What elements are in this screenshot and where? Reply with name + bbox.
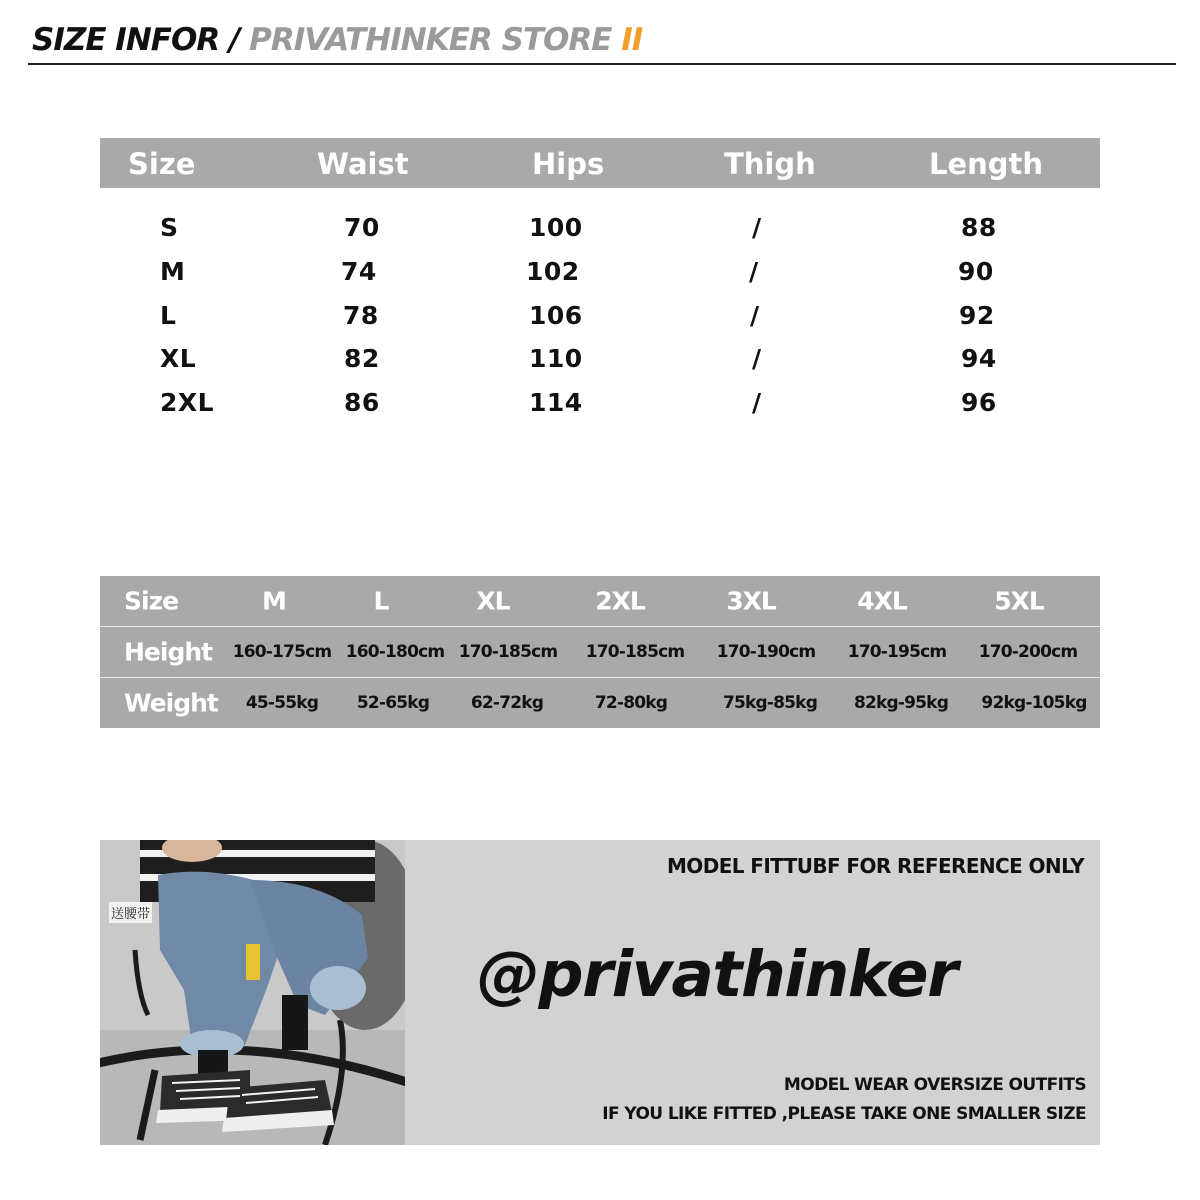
fit-size-cell: L: [373, 586, 389, 616]
cell-waist: 82: [344, 344, 380, 374]
photo-tag: 送腰带: [109, 902, 152, 923]
cell-thigh: /: [752, 388, 762, 417]
fit-height-cell: 160-175cm: [232, 642, 332, 662]
reference-note: MODEL FITTUBF FOR REFERENCE ONLY: [666, 854, 1084, 878]
model-photo: [100, 840, 405, 1145]
model-banner: [100, 840, 1100, 1145]
cell-hips: 114: [529, 388, 583, 417]
row-label-height: Height: [124, 637, 213, 667]
cell-waist: 78: [343, 300, 379, 330]
cell-size: 2XL: [160, 388, 215, 417]
fit-size-cell: 4XL: [857, 586, 907, 616]
fit-height-cell: 170-185cm: [585, 642, 685, 662]
col-header-length: Length: [929, 147, 1044, 181]
cell-waist: 86: [344, 388, 380, 417]
fit-height-cell: 160-180cm: [345, 642, 445, 662]
cell-hips: 110: [529, 344, 583, 374]
fit-size-cell: XL: [476, 586, 510, 616]
fit-weight-cell: 72-80kg: [594, 693, 668, 713]
size-table-body: [100, 213, 1100, 432]
fit-weight-cell: 62-72kg: [470, 693, 544, 713]
fit-height-cell: 170-200cm: [978, 642, 1078, 662]
cell-length: 88: [961, 213, 997, 242]
cell-length: 90: [958, 256, 994, 286]
model-photo-illustration: [100, 840, 405, 1145]
title-store-name: PRIVATHINKER STORE: [249, 22, 612, 58]
sizing-advice-note: IF YOU LIKE FITTED ,PLEASE TAKE ONE SMALLER SIZE: [602, 1104, 1086, 1124]
cell-thigh: /: [749, 256, 759, 286]
cell-length: 92: [959, 300, 995, 330]
fit-size-cell: 5XL: [994, 586, 1044, 616]
fit-row-weight: [100, 678, 1100, 728]
cell-size: XL: [160, 344, 197, 374]
fit-table: [100, 576, 1100, 728]
cell-waist: 70: [344, 213, 380, 242]
fit-weight-cell: 45-55kg: [245, 693, 319, 713]
fit-height-cell: 170-190cm: [716, 642, 816, 662]
cell-length: 94: [961, 344, 997, 374]
store-handle: @privathinker: [477, 938, 957, 1011]
fit-height-cell: 170-195cm: [847, 642, 947, 662]
fit-size-cell: 3XL: [726, 586, 776, 616]
col-header-thigh: Thigh: [724, 147, 816, 181]
col-header-hips: Hips: [532, 147, 605, 181]
col-header-waist: Waist: [317, 147, 409, 181]
cell-size: M: [160, 256, 186, 286]
fit-weight-cell: 92kg-105kg: [981, 693, 1087, 713]
page-title: [32, 22, 642, 58]
table-row: [100, 257, 1100, 301]
cell-waist: 74: [341, 256, 377, 286]
table-row: [100, 344, 1100, 388]
cell-size: S: [160, 213, 179, 242]
cell-hips: 100: [529, 213, 583, 242]
title-mark: II: [621, 22, 643, 58]
fit-row-height: [100, 627, 1100, 677]
row-label-size: Size: [124, 586, 179, 616]
cell-thigh: /: [752, 213, 762, 242]
cell-size: L: [160, 300, 177, 330]
col-header-size: Size: [128, 147, 196, 181]
cell-hips: 102: [526, 256, 580, 286]
header-divider: [28, 63, 1176, 65]
row-label-weight: Weight: [124, 688, 218, 718]
fit-row-size: [100, 576, 1100, 626]
table-row: [100, 388, 1100, 432]
title-size-infor: SIZE INFOR /: [32, 22, 240, 58]
table-row: [100, 301, 1100, 345]
cell-length: 96: [961, 388, 997, 417]
cell-hips: 106: [529, 300, 583, 330]
fit-height-cell: 170-185cm: [458, 642, 558, 662]
fit-size-cell: 2XL: [595, 586, 645, 616]
table-row: [100, 213, 1100, 257]
fit-size-cell: M: [262, 586, 286, 616]
oversize-note: MODEL WEAR OVERSIZE OUTFITS: [783, 1075, 1086, 1095]
fit-weight-cell: 82kg-95kg: [853, 693, 949, 713]
fit-weight-cell: 75kg-85kg: [722, 693, 818, 713]
fit-weight-cell: 52-65kg: [356, 693, 430, 713]
cell-thigh: /: [752, 344, 762, 374]
cell-thigh: /: [750, 300, 760, 330]
size-table-header: [100, 138, 1100, 188]
